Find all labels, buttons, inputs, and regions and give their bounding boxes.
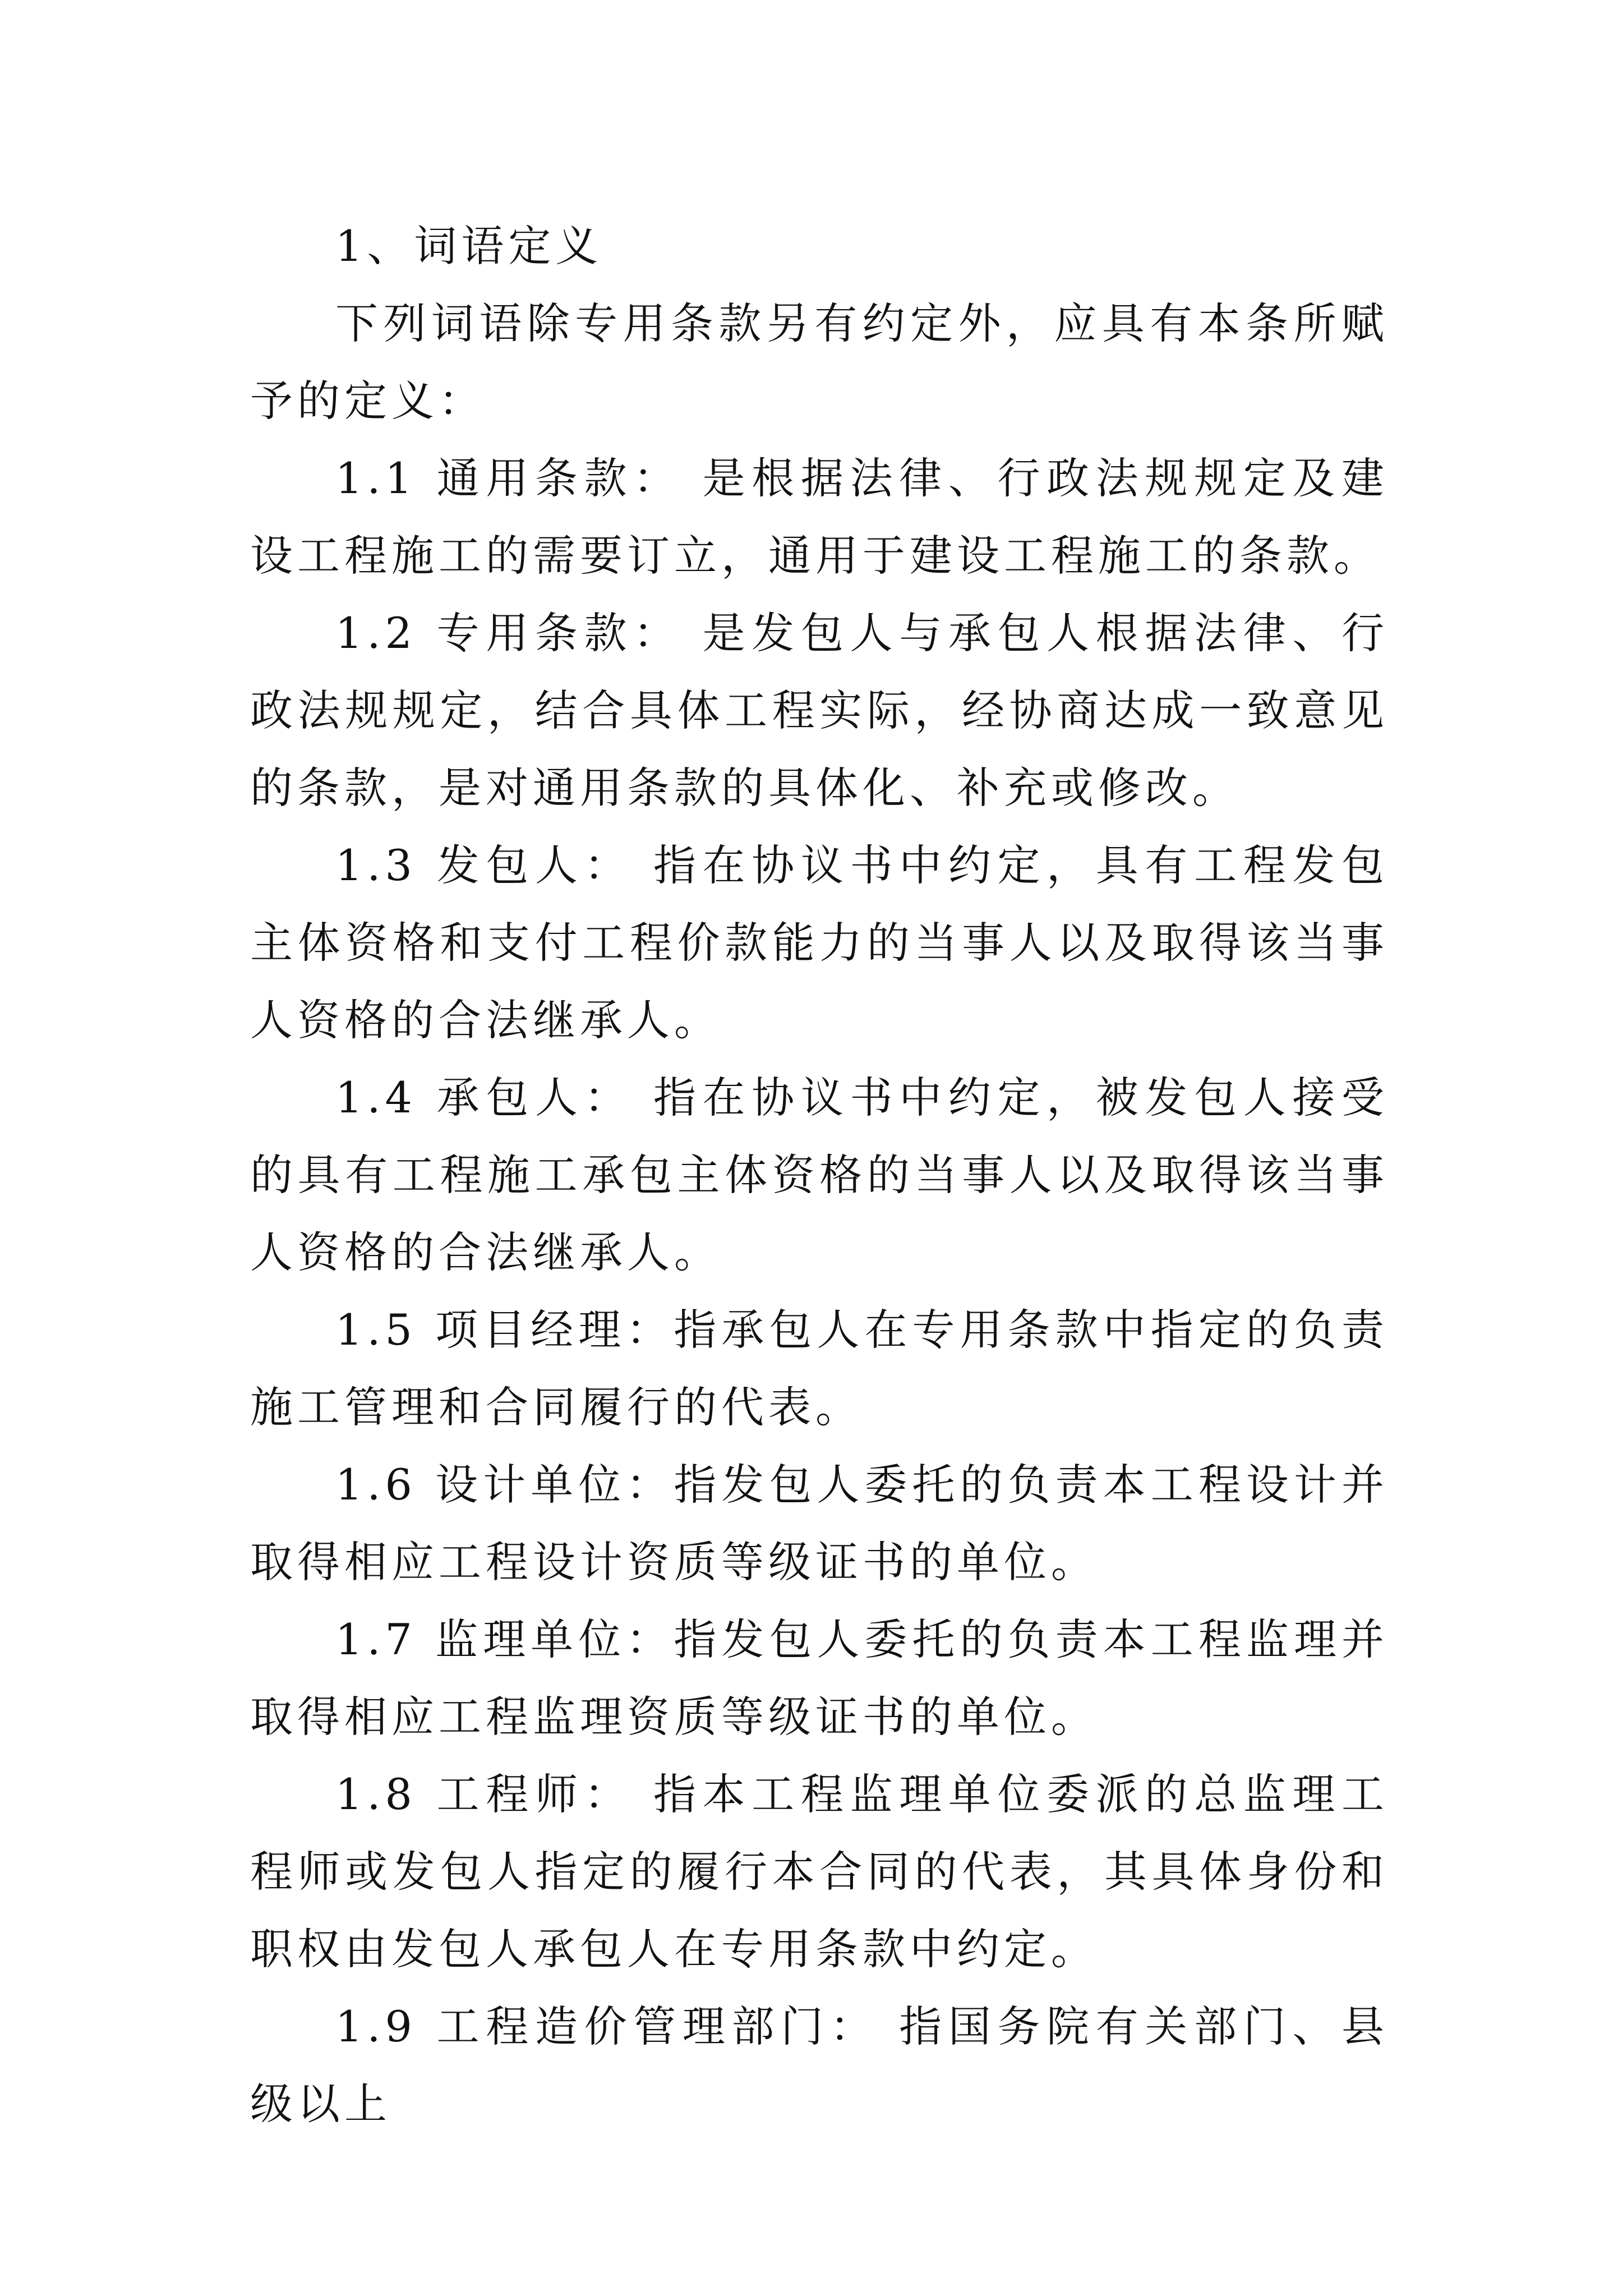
document-page [250,208,1389,2143]
paragraph-1-4: 1.4 承包人： 指在协议书中约定，被发包人接受的具有工程施工承包主体资格的当事人以及取得该当事人资格的合法继承人。 [250,1073,1389,1277]
section-heading: 1、词语定义 [335,221,603,271]
paragraph-1-8: 1.8 工程师： 指本工程监理单位委派的总监理工程师或发包人指定的履行本合同的代表，其具体身份和职权由发包人承包人在专用条款中约定。 [250,1769,1389,1974]
paragraph-1-6: 1.6 设计单位：指发包人委托的负责本工程设计并取得相应工程设计资质等级证书的单位。 [250,1460,1389,1587]
paragraph-1-7: 1.7 监理单位：指发包人委托的负责本工程监理并取得相应工程监理资质等级证书的单位。 [250,1614,1389,1742]
paragraph-1-2: 1.2 专用条款： 是发包人与承包人根据法律、行政法规规定，结合具体工程实际，经协商达成一致意见的条款，是对通用条款的具体化、补充或修改。 [250,608,1389,813]
paragraph-intro: 下列词语除专用条款另有约定外，应具有本条所赋予的定义： [250,298,1389,426]
paragraph-1-5: 1.5 项目经理：指承包人在专用条款中指定的负责施工管理和合同履行的代表。 [250,1305,1389,1432]
paragraph-1-3: 1.3 发包人： 指在协议书中约定，具有工程发包主体资格和支付工程价款能力的当事人以及取得该当事人资格的合法继承人。 [250,840,1389,1045]
paragraph-1-9: 1.9 工程造价管理部门： 指国务院有关部门、县级以上 [250,2001,1389,2129]
paragraph-1-1: 1.1 通用条款： 是根据法律、行政法规规定及建设工程施工的需要订立，通用于建设工程施工的条款。 [250,453,1389,581]
